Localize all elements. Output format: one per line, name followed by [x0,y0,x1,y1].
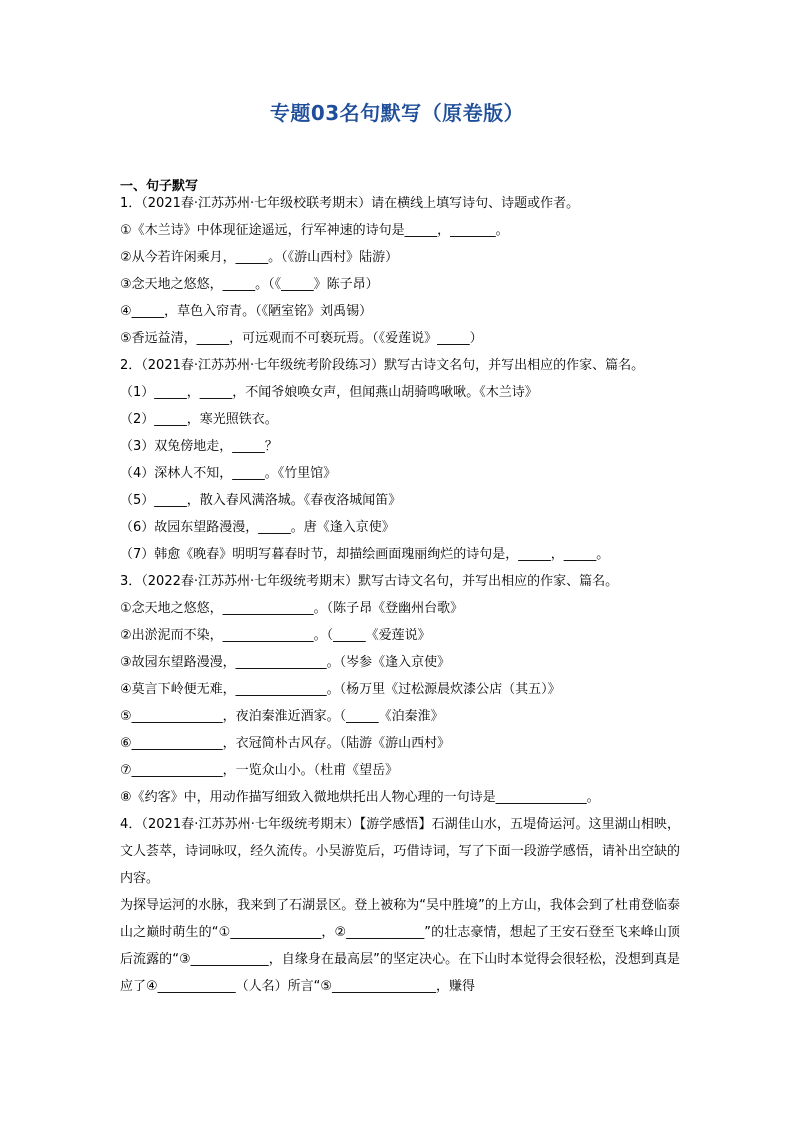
question-3-item: ③故园东望路漫漫，______________。（岑参《逢入京使》 [120,655,451,670]
question-3-item: ④莫言下岭便无难，______________。（杨万里《过松源晨炊漆公店（其五）》 [120,682,561,697]
question-3-item: ②出淤泥而不染，______________。（_____《爱莲说》 [120,628,431,643]
question-3-item: ⑧《约客》中，用动作描写细致入微地烘托出人物心理的一句诗是______________。 [120,790,600,805]
question-3-stem: 3．（2022春·江苏苏州·七年级统考期末）默写古诗文名句，并写出相应的作家、篇名。 [120,574,619,589]
question-2-item: （4）深林人不知，_____。《竹里馆》 [120,466,337,481]
question-2-item: （6）故园东望路漫漫，_____。唐《逢入京使》 [120,520,395,535]
question-3-item: ⑦______________，一览众山小。（杜甫《望岳》 [120,763,399,778]
question-2-stem: 2．（2021春·江苏苏州·七年级统考阶段练习）默写古诗文名句，并写出相应的作家、篇名。 [120,358,645,373]
question-4-passage: 为探导运河的水脉，我来到了石湖景区。登上被称为“吴中胜境”的上方山，我体会到了杜甫登临泰山之巅时萌生的“①______________，②____________”的壮志豪情，想起了王安石登至飞来峰山顶后流露的“③____________，自缘身在最高层”的坚定决心。在下山时本觉得会很轻松，没想到真是应了④____________（人名）所言“⑤________________，赚得 [120,898,680,994]
question-1-stem: 1．（2021春·江苏苏州·七年级校联考期末）请在横线上填写诗句、诗题或作者。 [120,196,580,211]
question-2-item: （5）_____，散入春风满洛城。《春夜洛城闻笛》 [120,493,402,508]
question-2-item: （2）_____，寒光照铁衣。 [120,412,278,427]
question-list [120,190,680,1000]
page-title: 专题03名句默写（原卷版） [269,101,525,125]
question-1-item: ①《木兰诗》中体现征途遥远，行军神速的诗句是_____，_______。 [120,223,509,238]
question-1-item: ③念天地之悠悠，_____。（《_____》陈子昂） [120,277,379,292]
question-3-item: ⑥______________，衣冠简朴古风存。（陆游《游山西村》 [120,736,451,751]
section-heading: 一、句子默写 [120,179,199,194]
question-2-item: （7）韩愈《晚春》明明写暮春时节，却描绘画面瑰丽绚烂的诗句是，_____，_____。 [120,547,610,562]
question-2-item: （1）_____，_____，不闻爷娘唤女声，但闻燕山胡骑鸣啾啾。《木兰诗》 [120,385,538,400]
question-1-item: ②从今若许闲乘月，_____。（《游山西村》陆游） [120,250,399,265]
question-4-stem: 4．（2021春·江苏苏州·七年级统考期末）【游学感悟】石湖佳山水，五堤倚运河。这里湖山相映，文人荟萃，诗词咏叹，经久流传。小吴游览后，巧借诗词，写了下面一段游学感悟，请补出空缺的内容。 [120,817,680,886]
question-1-item: ④_____，草色入帘青。（《陋室铭》刘禹锡） [120,304,373,319]
question-3-item: ①念天地之悠悠，______________。（陈子昂《登幽州台歌》 [120,601,464,616]
question-3-item: ⑤______________，夜泊秦淮近酒家。（_____《泊秦淮》 [120,709,444,724]
question-2-item: （3）双兔傍地走，_____？ [120,439,278,454]
question-1-item: ⑤香远益清，_____，可远观而不可亵玩焉。（《爱莲说》_____） [120,331,483,346]
